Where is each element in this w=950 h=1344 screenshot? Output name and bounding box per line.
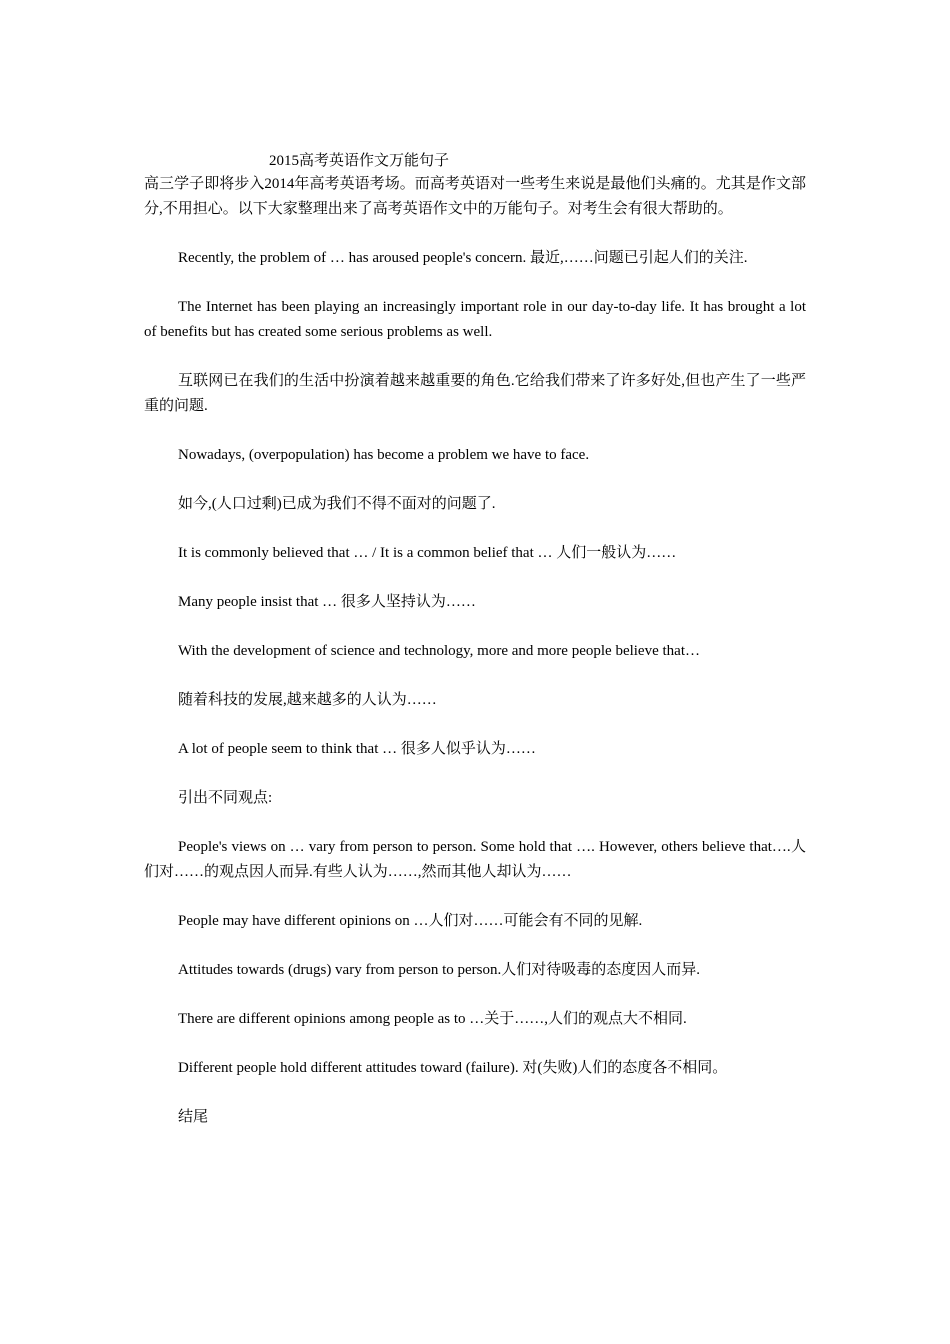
paragraph-attitudes-drugs: Attitudes towards (drugs) vary from person to person.人们对待吸毒的态度因人而异.: [178, 962, 701, 978]
paragraph-recently: Recently, the problem of … has aroused people's concern. 最近,……问题已引起人们的关注.: [178, 250, 748, 266]
paragraph-opinions-as-to: There are different opinions among people as to …关于……,人们的观点大不相同.: [178, 1011, 687, 1027]
document-title: 2015高考英语作文万能句子: [269, 153, 450, 169]
paragraph-science-zh: 随着科技的发展,越来越多的人认为……: [178, 692, 437, 708]
paragraph-science-en: With the development of science and technology, more and more people believe that…: [178, 643, 700, 659]
paragraph-attitudes-failure: Different people hold different attitudes toward (failure). 对(失败)人们的态度各不相同。: [178, 1060, 728, 1076]
paragraph-views-vary: People's views on … vary from person to person. Some hold that …. However, others believe that….人们对……的观点因人而异.有些人认为……,然而其他人却认为……: [144, 839, 806, 880]
section-heading-conclusion: 结尾: [178, 1109, 209, 1125]
paragraph-internet-en: The Internet has been playing an increasingly important role in our day-to-day life. It has brought a lot of benefits but has created some serious problems as well.: [144, 299, 806, 340]
intro-paragraph: 高三学子即将步入2014年高考英语考场。而高考英语对一些考生来说是最他们头痛的。尤其是作文部分,不用担心。以下大家整理出来了高考英语作文中的万能句子。对考生会有很大帮助的。: [144, 176, 806, 217]
paragraph-nowadays-zh: 如今,(人口过剩)已成为我们不得不面对的问题了.: [178, 496, 496, 512]
paragraph-seem-to-think: A lot of people seem to think that … 很多人似乎认为……: [178, 741, 536, 757]
section-heading-different-views: 引出不同观点:: [178, 790, 273, 806]
document-page: [144, 150, 806, 1154]
paragraph-internet-zh: 互联网已在我们的生活中扮演着越来越重要的角色.它给我们带来了许多好处,但也产生了一些严重的问题.: [144, 373, 806, 414]
paragraph-many-insist: Many people insist that … 很多人坚持认为……: [178, 594, 476, 610]
paragraph-nowadays-en: Nowadays, (overpopulation) has become a problem we have to face.: [178, 447, 590, 463]
paragraph-different-opinions: People may have different opinions on …人们对……可能会有不同的见解.: [178, 913, 643, 929]
paragraph-commonly-believed: It is commonly believed that … / It is a common belief that … 人们一般认为……: [178, 545, 677, 561]
